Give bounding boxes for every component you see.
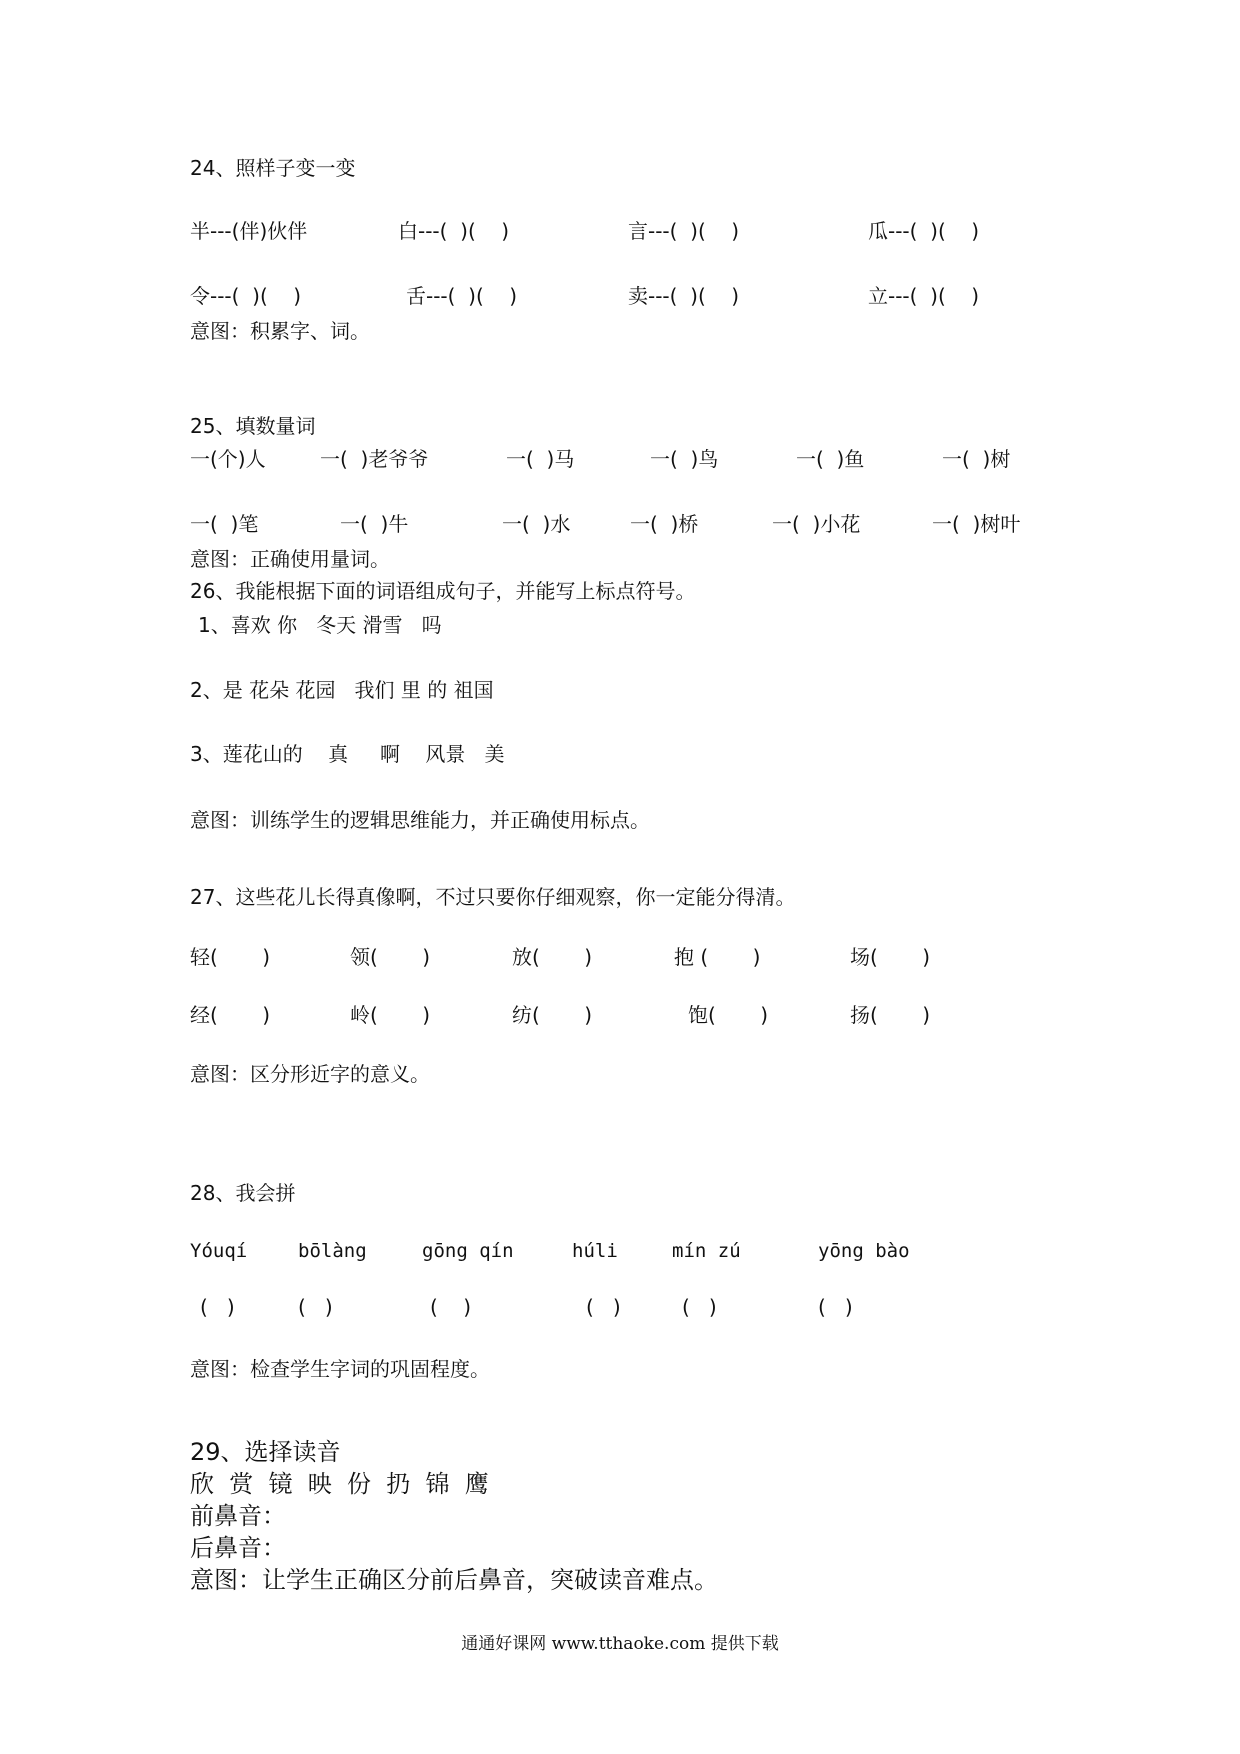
q28-blank: ( ) <box>430 1295 472 1319</box>
q24-item: 舌---( )( ) <box>406 284 518 308</box>
q28-pinyin: bōlàng <box>298 1240 367 1262</box>
q25-item: 一( )水 <box>502 512 571 536</box>
q28-blank: ( ) <box>682 1295 717 1319</box>
q25-item: 一( )老爷爷 <box>320 447 429 471</box>
q27-item: 放( ) <box>512 945 593 969</box>
q25-item: 一( )笔 <box>190 512 259 536</box>
q29-title: 29、选择读音 <box>190 1438 341 1466</box>
q27-item: 扬( ) <box>850 1003 931 1027</box>
q28-pinyin: Yóuqí <box>190 1240 248 1262</box>
q24-item: 令---( )( ) <box>190 284 302 308</box>
q28-pinyin: gōng qín <box>422 1240 514 1262</box>
q27-intent: 意图：区分形近字的意义。 <box>190 1062 430 1086</box>
q29-back-nasal-label: 后鼻音： <box>190 1534 286 1562</box>
q28-blank: ( ) <box>586 1295 621 1319</box>
q24-item: 白---( )( ) <box>398 219 510 243</box>
q25-item: 一( )小花 <box>772 512 861 536</box>
q25-intent: 意图：正确使用量词。 <box>190 547 390 571</box>
q24-item: 瓜---( )( ) <box>868 219 980 243</box>
q28-blank: ( ) <box>818 1295 853 1319</box>
q29-characters: 欣 赏 镜 映 份 扔 锦 鹰 <box>190 1470 489 1498</box>
q27-item: 轻( ) <box>190 945 271 969</box>
q27-item: 场( ) <box>850 945 931 969</box>
q27-title: 27、这些花儿长得真像啊，不过只要你仔细观察，你一定能分得清。 <box>190 885 796 909</box>
q26-item: 3、莲花山的 真 啊 风景 美 <box>190 742 505 766</box>
q25-item: 一( )树 <box>942 447 1011 471</box>
q25-item: 一(个)人 <box>190 447 266 471</box>
q24-title: 24、照样子变一变 <box>190 156 356 180</box>
q29-intent: 意图：让学生正确区分前后鼻音，突破读音难点。 <box>190 1566 718 1594</box>
q25-item: 一( )牛 <box>340 512 409 536</box>
q27-item: 领( ) <box>350 945 431 969</box>
q25-item: 一( )鱼 <box>796 447 865 471</box>
q25-item: 一( )桥 <box>630 512 699 536</box>
q28-pinyin: húli <box>572 1240 618 1262</box>
q26-item: 2、是 花朵 花园 我们 里 的 祖国 <box>190 678 494 702</box>
q25-item: 一( )马 <box>506 447 575 471</box>
q25-title: 25、填数量词 <box>190 414 316 438</box>
q26-item: 1、喜欢 你 冬天 滑雪 吗 <box>198 613 442 637</box>
q24-item: 立---( )( ) <box>868 284 980 308</box>
q28-title: 28、我会拼 <box>190 1181 296 1205</box>
q27-item: 纺( ) <box>512 1003 593 1027</box>
q28-pinyin: mín zú <box>672 1240 741 1262</box>
q27-item: 经( ) <box>190 1003 271 1027</box>
q28-intent: 意图：检查学生字词的巩固程度。 <box>190 1357 490 1381</box>
q24-item: 言---( )( ) <box>628 219 740 243</box>
q26-intent: 意图：训练学生的逻辑思维能力，并正确使用标点。 <box>190 808 650 832</box>
q26-title: 26、我能根据下面的词语组成句子，并能写上标点符号。 <box>190 579 696 603</box>
q27-item: 饱( ) <box>688 1003 769 1027</box>
q25-item: 一( )树叶 <box>932 512 1021 536</box>
q28-blank: ( ) <box>298 1295 333 1319</box>
q27-item: 岭( ) <box>350 1003 431 1027</box>
footer-source: 通通好课网 www.tthaoke.com 提供下载 <box>461 1634 779 1654</box>
q27-item: 抱 ( ) <box>674 945 761 969</box>
q28-blank: ( ) <box>200 1295 235 1319</box>
q24-intent: 意图：积累字、词。 <box>190 319 370 343</box>
q24-item: 半---(伴)伙伴 <box>190 219 308 243</box>
q29-front-nasal-label: 前鼻音： <box>190 1502 286 1530</box>
q28-pinyin: yōng bào <box>818 1240 910 1262</box>
q24-item: 卖---( )( ) <box>628 284 740 308</box>
q25-item: 一( )鸟 <box>650 447 719 471</box>
